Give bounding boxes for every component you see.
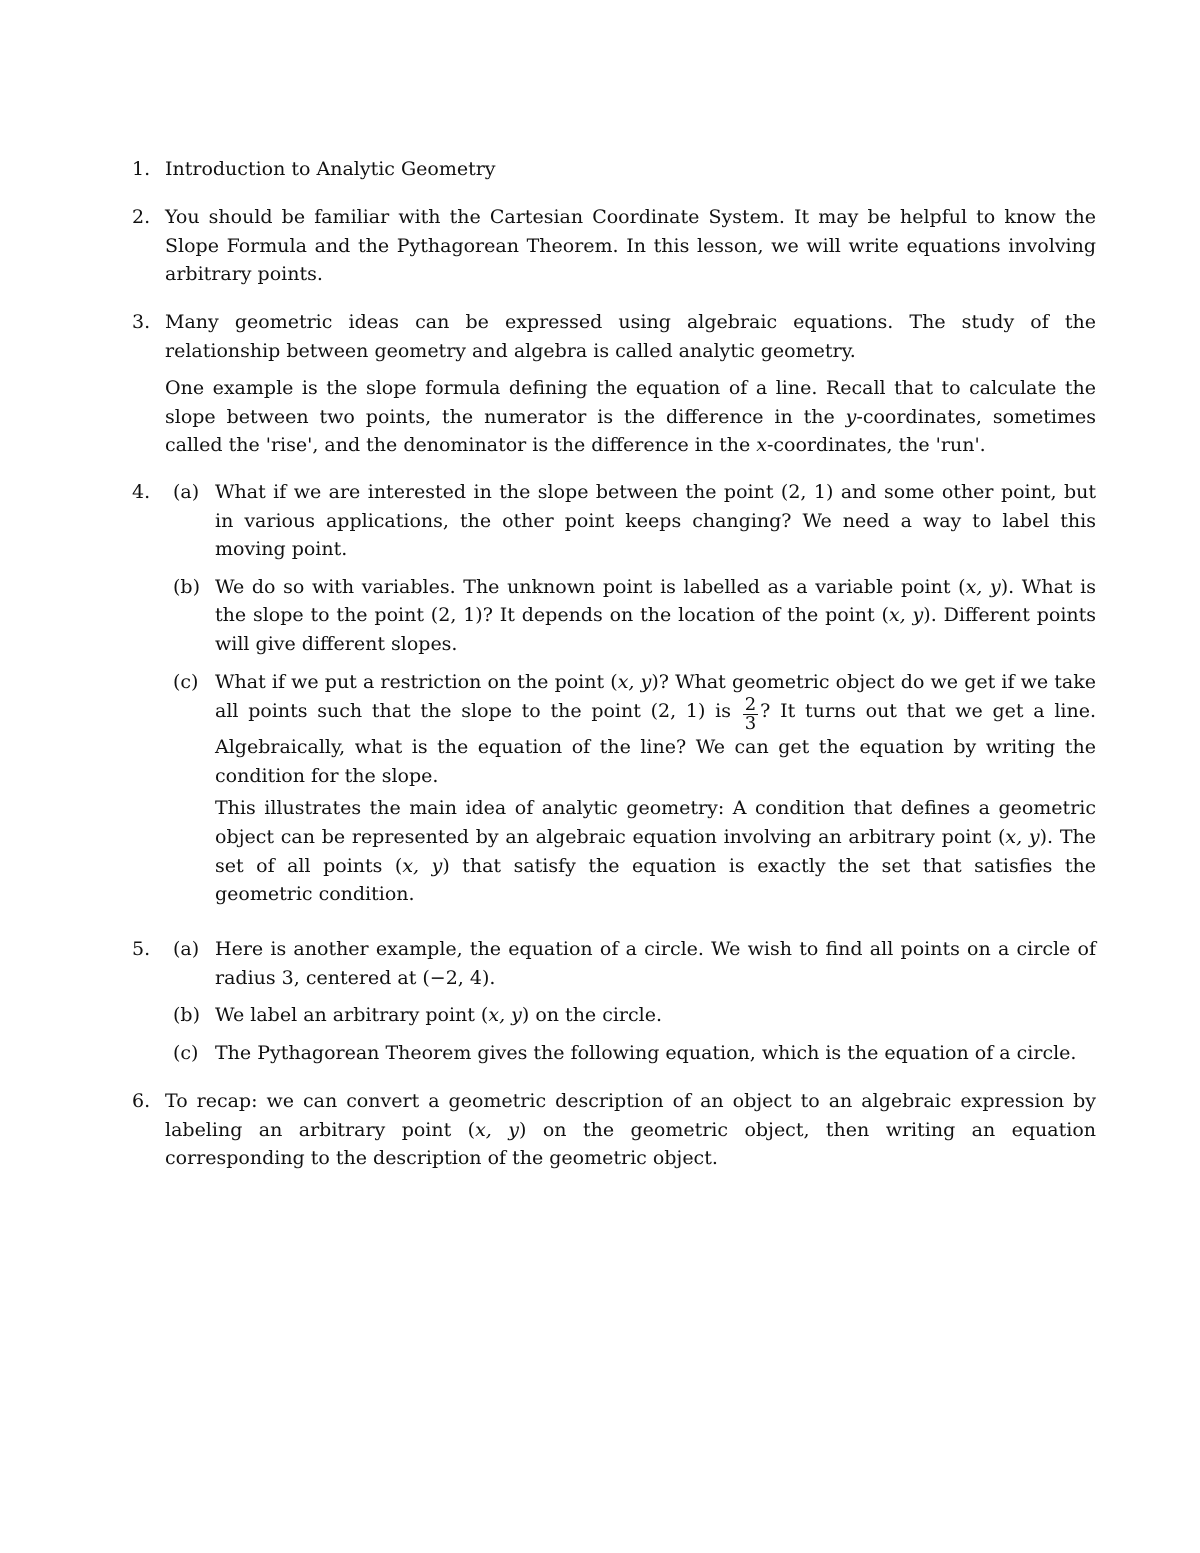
sub-text: Here is another example, the equation of a circle. We wish to find all points on a circle of radius 3, centered at (−2, 4).	[215, 938, 1096, 989]
item-text: Introduction to Analytic Geometry	[165, 158, 496, 180]
item-body	[165, 478, 1096, 909]
item-number: 3.	[132, 311, 151, 333]
list-item-2	[132, 203, 1096, 289]
item-text: To recap: we can convert a geometric description of an object to an algebraic expression by labeling an arbitrary point (x, y) on the geometric object, then writing an equation corresponding to the description of the geometric object.	[165, 1090, 1096, 1170]
list-item-4	[132, 478, 1096, 909]
sub-text: We label an arbitrary point (x, y) on the circle.	[215, 1004, 663, 1027]
paragraph: What if we put a restriction on the point (x, y)? What geometric object do we get if we take all points such that the slope to the point (2, 1) is $\frac{2}{3}$ ? It turns out that we get a line. Algebraically, what is the equation of the line? We can get the equation by writing the condition for the slope.	[215, 670, 1097, 787]
sub-item-c	[173, 1039, 1096, 1068]
sub-label: (a)	[173, 938, 200, 960]
item-text: You should be familiar with the Cartesian Coordinate System. It may be helpful to know the Slope Formula and the Pythagorean Theorem. In this lesson, we will write equations involving arbitrary points.	[165, 206, 1096, 286]
sub-item-a	[173, 935, 1096, 992]
sub-label: (b)	[173, 1004, 200, 1027]
item-body	[165, 935, 1096, 1067]
list-item-5	[132, 935, 1096, 1067]
list-item-3	[132, 308, 1096, 460]
fraction: $\frac{2}{3}$	[744, 694, 757, 735]
list-item-1	[132, 155, 1096, 184]
item-number: 6.	[132, 1090, 151, 1112]
sub-label: (b)	[173, 575, 200, 598]
sub-text: We do so with variables. The unknown point is labelled as a variable point (x, y). What is the slope to the point (2, 1)? It depends on the location of the point (x, y). Different points will give different slopes.	[215, 575, 1097, 655]
sub-text: What if we are interested in the slope between the point (2, 1) and some other point, but in various applications, the other point keeps changing? We need a way to label this moving point.	[215, 481, 1096, 561]
item-number: 2.	[132, 206, 151, 228]
paragraph: Many geometric ideas can be expressed using algebraic equations. The study of the relationship between geometry and algebra is called analytic geometry.	[165, 311, 1096, 362]
item-number: 5.	[132, 938, 151, 960]
sub-label: (a)	[173, 481, 200, 503]
item-number: 4.	[132, 481, 151, 503]
sub-item-b	[173, 573, 1096, 659]
sub-text: The Pythagorean Theorem gives the following equation, which is the equation of a circle.	[215, 1041, 1077, 1064]
paragraph: One example is the slope formula defining the equation of a line. Recall that to calculate the slope between two points, the numerator is the difference in the y-coordinates, sometimes called the 'rise', and the denominator is the difference in the x-coordinates, the 'run'.	[165, 377, 1096, 457]
sub-label: (c)	[173, 670, 199, 693]
sub-body	[215, 668, 1096, 909]
list-item-6	[132, 1087, 1096, 1173]
sub-item-c	[173, 668, 1096, 909]
sub-item-a	[173, 478, 1096, 564]
sub-label: (c)	[173, 1041, 199, 1064]
sub-item-b	[173, 1001, 1096, 1030]
item-number: 1.	[132, 158, 151, 180]
paragraph: This illustrates the main idea of analytic geometry: A condition that defines a geometric object can be represented by an algebraic equation involving an arbitrary point (x, y). The set of all points (x, y) that satisfy the equation is exactly the set that satisfies the geometric condition.	[215, 797, 1096, 906]
item-body	[165, 308, 1096, 460]
